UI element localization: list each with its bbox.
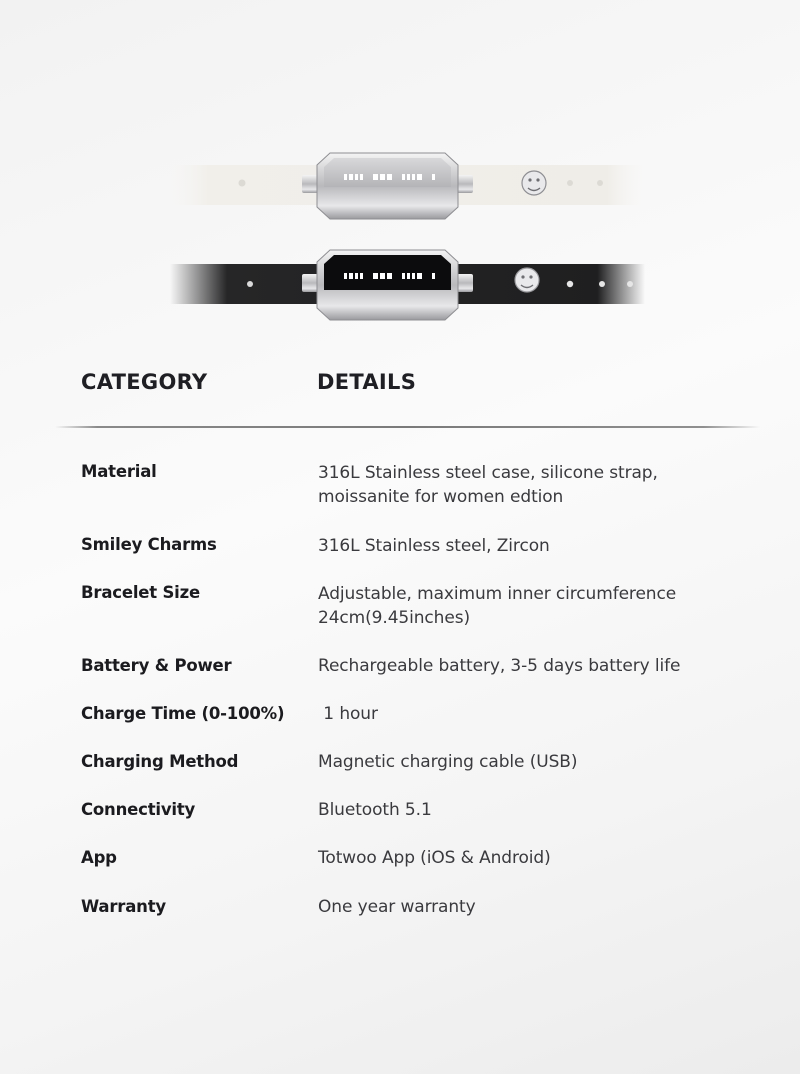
product-image-area: [0, 0, 800, 340]
spec-detail: Magnetic charging cable (USB): [318, 752, 578, 772]
spec-detail: Rechargeable battery, 3-5 days battery life: [318, 656, 681, 676]
spec-category: Connectivity: [81, 800, 196, 819]
category-header: CATEGORY: [81, 370, 208, 394]
spec-category: Charge Time (0-100%): [81, 704, 285, 723]
spec-category: Bracelet Size: [81, 583, 201, 602]
spec-category: App: [81, 848, 117, 867]
details-header: DETAILS: [317, 370, 417, 394]
spec-category: Battery & Power: [81, 656, 232, 675]
header-divider: [55, 426, 760, 428]
spec-detail: 316L Stainless steel case, silicone strap, moissanite for women edtion: [318, 463, 658, 507]
spec-detail: One year warranty: [318, 897, 476, 917]
spec-detail: Totwoo App (iOS & Android): [318, 848, 551, 868]
white-bracelet-image: [170, 145, 645, 225]
table-header: [0, 370, 800, 400]
spec-detail: Adjustable, maximum inner circumference 24cm(9.45inches): [318, 584, 677, 628]
spec-category: Material: [81, 462, 157, 481]
spec-detail: 1 hour: [318, 704, 378, 724]
spec-detail: Bluetooth 5.1: [318, 800, 432, 820]
spec-category: Charging Method: [81, 752, 239, 771]
spec-category: Smiley Charms: [81, 535, 217, 554]
spec-category: Warranty: [81, 897, 166, 916]
black-bracelet-image: [170, 242, 645, 322]
spec-detail: 316L Stainless steel, Zircon: [318, 536, 550, 556]
